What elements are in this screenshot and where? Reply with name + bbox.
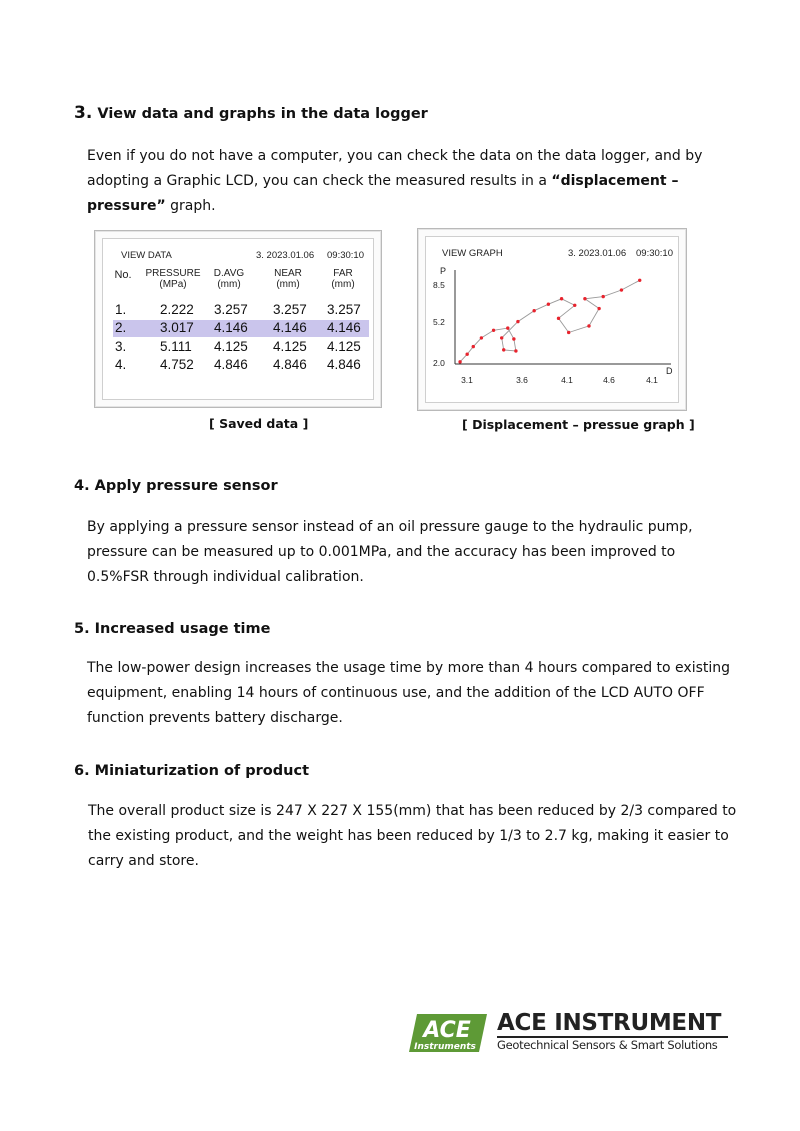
body-emphasis: “displacement – pressure” (87, 173, 679, 214)
saved-data-caption: [ Saved data ] (209, 416, 309, 431)
data-point (547, 302, 550, 305)
table-cell: 2.222 (160, 302, 194, 317)
data-point (502, 348, 505, 351)
table-cell: 4.846 (214, 356, 248, 372)
x-tick-label: 3.6 (516, 375, 528, 385)
table-cell: 4.125 (214, 338, 248, 354)
row-number: 3. (115, 338, 127, 354)
view-graph-time: 09:30:10 (636, 248, 673, 259)
table-cell: 4.146 (327, 320, 361, 336)
table-cell: 4.146 (273, 320, 307, 336)
data-point (480, 336, 483, 339)
ace-logo-badge (409, 1014, 487, 1052)
data-point (583, 297, 586, 300)
table-cell: 4.846 (327, 356, 361, 372)
table-cell: 4.125 (273, 338, 307, 354)
data-point (601, 295, 604, 298)
header-pressure: PRESSURE (MPa) (145, 268, 201, 290)
section-6-title: 6. Miniaturization of product (74, 763, 309, 779)
row-number: 4. (115, 356, 127, 372)
y-tick-label: 8.5 (433, 280, 445, 290)
displacement-pressure-graph (426, 237, 678, 402)
section-3-body (87, 144, 737, 219)
data-point (458, 360, 461, 363)
data-point (512, 337, 515, 340)
header-davg: D.AVG (mm) (213, 268, 245, 290)
row-number: 1. (115, 302, 127, 317)
y-tick-label: 5.2 (433, 317, 445, 327)
view-data-record: 3. 2023.01.06 (256, 250, 315, 261)
data-point (560, 297, 563, 300)
data-point (532, 309, 535, 312)
x-tick-label: 4.6 (603, 375, 615, 385)
header-far: FAR (mm) (331, 268, 355, 290)
x-tick-label: 3.1 (461, 375, 473, 385)
section-3-title (74, 103, 428, 123)
section-number: 3. (74, 103, 93, 123)
section-4-body: By applying a pressure sensor instead of an oil pressure gauge to the hydraulic pump, pressure can be measured up to 0.001MPa, and the accuracy has been improved to 0.5%FSR through individual calibration. (87, 519, 693, 585)
section-5-title: 5. Increased usage time (74, 621, 271, 637)
company-name: ACE INSTRUMENT (497, 1010, 722, 1036)
badge-main-text: ACE (423, 1018, 471, 1043)
data-point (514, 349, 517, 352)
data-point (500, 336, 503, 339)
data-point (597, 307, 600, 310)
x-tick-label: 4.1 (561, 375, 573, 385)
y-axis-label: P (440, 266, 447, 276)
header-near: NEAR (mm) (274, 268, 302, 290)
table-cell: 4.146 (214, 320, 248, 336)
table-cell: 4.752 (160, 356, 194, 372)
view-graph-lcd (425, 236, 679, 403)
data-point (573, 304, 576, 307)
view-data-screen (94, 230, 382, 408)
table-cell: 4.125 (327, 338, 361, 354)
table-cell: 3.257 (214, 302, 248, 317)
data-point (465, 353, 468, 356)
x-tick-label: 4.1 (646, 375, 658, 385)
data-point (506, 326, 509, 329)
view-graph-screen (417, 228, 687, 411)
row-number: 2. (115, 320, 127, 336)
table-cell: 3.257 (273, 302, 307, 317)
table-cell: 3.257 (327, 302, 361, 317)
company-tagline: Geotechnical Sensors & Smart Solutions (497, 1038, 718, 1052)
data-point (492, 329, 495, 332)
data-point (638, 279, 641, 282)
header-no: No. (114, 269, 132, 281)
section-5-body: The low-power design increases the usage time by more than 4 hours compared to existing equipment, enabling 14 hours of continuous use, and the addition of the LCD AUTO OFF function prevents battery discharge. (87, 660, 731, 726)
x-axis-label: D (666, 366, 673, 376)
view-graph-record: 3. 2023.01.06 (568, 248, 627, 259)
table-cell: 4.846 (273, 356, 307, 372)
body-text: Even if you do not have a computer, you can check the data on the data logger, and by adopting a Graphic LCD, you can check the measured results in a (87, 148, 703, 189)
data-point (587, 324, 590, 327)
section-title-text: View data and graphs in the data logger (97, 106, 428, 122)
series-line (460, 280, 640, 362)
table-cell: 3.017 (160, 320, 194, 336)
data-point (516, 320, 519, 323)
data-point (557, 317, 560, 320)
body-text-end: graph. (165, 198, 216, 214)
section-4-title: 4. Apply pressure sensor (74, 478, 278, 494)
data-point (472, 345, 475, 348)
badge-sub-text: Instruments (414, 1042, 476, 1052)
data-point (567, 331, 570, 334)
view-data-time: 09:30:10 (327, 250, 364, 261)
graph-caption: [ Displacement – pressue graph ] (462, 417, 695, 432)
view-data-title: VIEW DATA (121, 250, 172, 261)
data-point (620, 288, 623, 291)
table-cell: 5.111 (160, 338, 192, 354)
view-graph-title: VIEW GRAPH (442, 248, 503, 259)
y-tick-label: 2.0 (433, 358, 445, 368)
view-data-lcd (102, 238, 374, 400)
section-6-body: The overall product size is 247 X 227 X 155(mm) that has been reduced by 2/3 compared to the existing product, and the weight has been reduced by 1/3 to 2.7 kg, making it easier to carry and store. (88, 803, 737, 869)
